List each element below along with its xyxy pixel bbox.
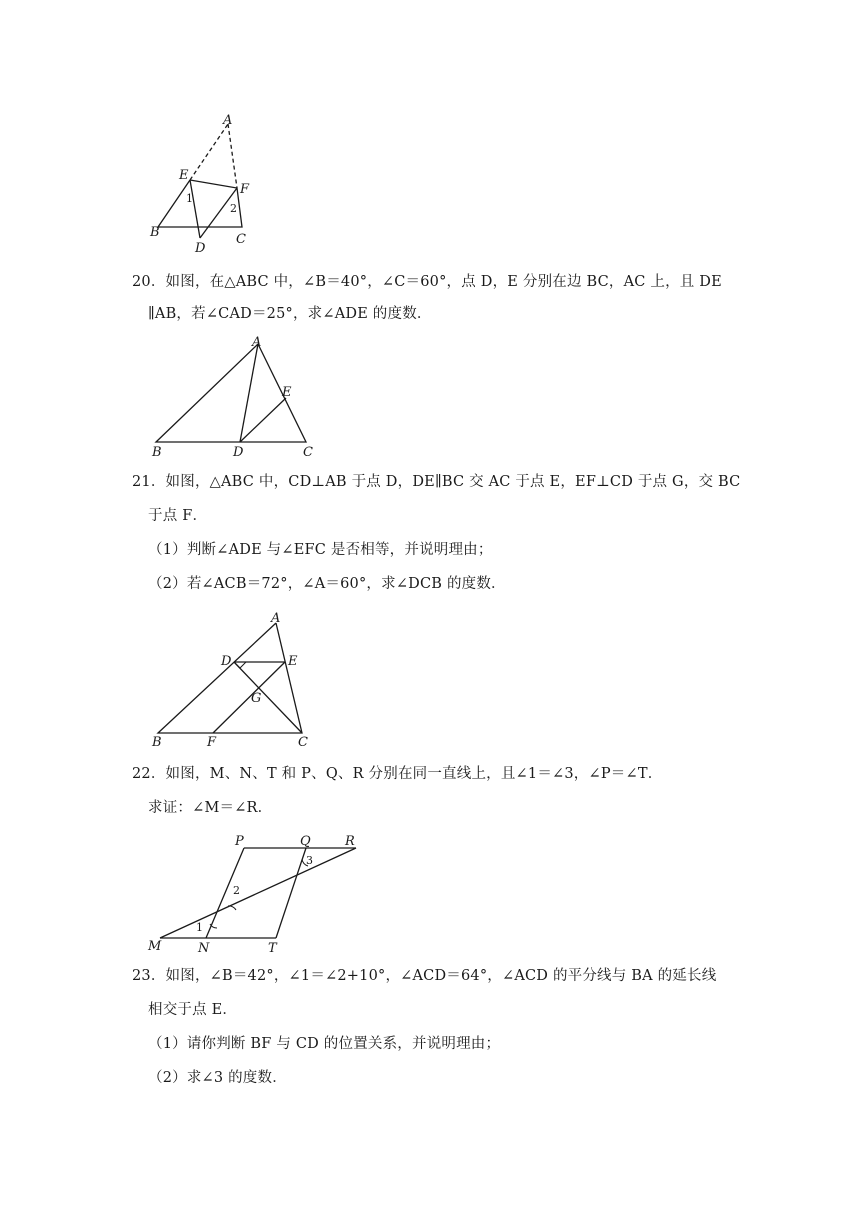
- label-R: R: [345, 834, 355, 849]
- label-T: T: [268, 941, 277, 956]
- label-G: G: [251, 691, 262, 706]
- figure-q22: [140, 828, 370, 958]
- label-F: F: [240, 182, 250, 197]
- label-P: P: [235, 834, 244, 849]
- q20-text-line1: 20．如图，在△ABC 中，∠B＝40°，∠C＝60°，点 D，E 分别在边 BC，AC 上，且 DE: [132, 274, 722, 290]
- q23-text-line2: 相交于点 E．: [148, 1002, 238, 1018]
- label-D: D: [221, 654, 232, 669]
- label-Q: Q: [300, 834, 311, 849]
- label-F: F: [207, 735, 217, 750]
- q21-text-line1: 21．如图，△ABC 中，CD⊥AB 于点 D，DE∥BC 交 AC 于点 E，EF⊥CD 于点 G，交 BC: [132, 474, 741, 490]
- label-C: C: [303, 445, 313, 460]
- label-A: A: [252, 335, 262, 350]
- figure-q20: [140, 330, 340, 460]
- q23-subquestion-1: （1）请你判断 BF 与 CD 的位置关系，并说明理由；: [148, 1036, 501, 1052]
- label-B: B: [152, 445, 162, 460]
- angle-2-label: 2: [230, 202, 237, 215]
- angle-3-label: 3: [306, 854, 313, 867]
- label-C: C: [298, 735, 308, 750]
- q21-subquestion-1: （1）判断∠ADE 与∠EFC 是否相等，并说明理由；: [148, 542, 493, 558]
- label-D: D: [233, 445, 244, 460]
- label-B: B: [150, 225, 160, 240]
- q22-text-line2: 求证：∠M＝∠R．: [148, 800, 273, 816]
- q23-subquestion-2: （2）求∠3 的度数．: [148, 1070, 287, 1086]
- angle-1-label: 1: [196, 921, 203, 934]
- label-E: E: [288, 654, 298, 669]
- label-B: B: [152, 735, 162, 750]
- label-A: A: [223, 113, 233, 128]
- label-A: A: [271, 611, 281, 626]
- label-M: M: [148, 939, 162, 954]
- q23-text-line1: 23．如图，∠B＝42°，∠1＝∠2+10°，∠ACD＝64°，∠ACD 的平分线与 BA 的延长线: [132, 968, 717, 984]
- q20-text-line2: ∥AB，若∠CAD＝25°，求∠ADE 的度数．: [148, 306, 432, 322]
- label-D: D: [195, 241, 206, 256]
- q22-text-line1: 22．如图，M、N、T 和 P、Q、R 分别在同一直线上，且∠1＝∠3，∠P＝∠T．: [132, 766, 663, 782]
- angle-2-label: 2: [233, 884, 240, 897]
- q21-text-line2: 于点 F．: [148, 508, 208, 524]
- figure-q21: [140, 605, 340, 750]
- label-N: N: [198, 941, 210, 956]
- label-E: E: [282, 385, 292, 400]
- q21-subquestion-2: （2）若∠ACB＝72°，∠A＝60°，求∠DCB 的度数．: [148, 576, 506, 592]
- figure-q19: [140, 110, 280, 260]
- label-E: E: [179, 168, 189, 183]
- angle-1-label: 1: [186, 192, 193, 205]
- label-C: C: [236, 232, 246, 247]
